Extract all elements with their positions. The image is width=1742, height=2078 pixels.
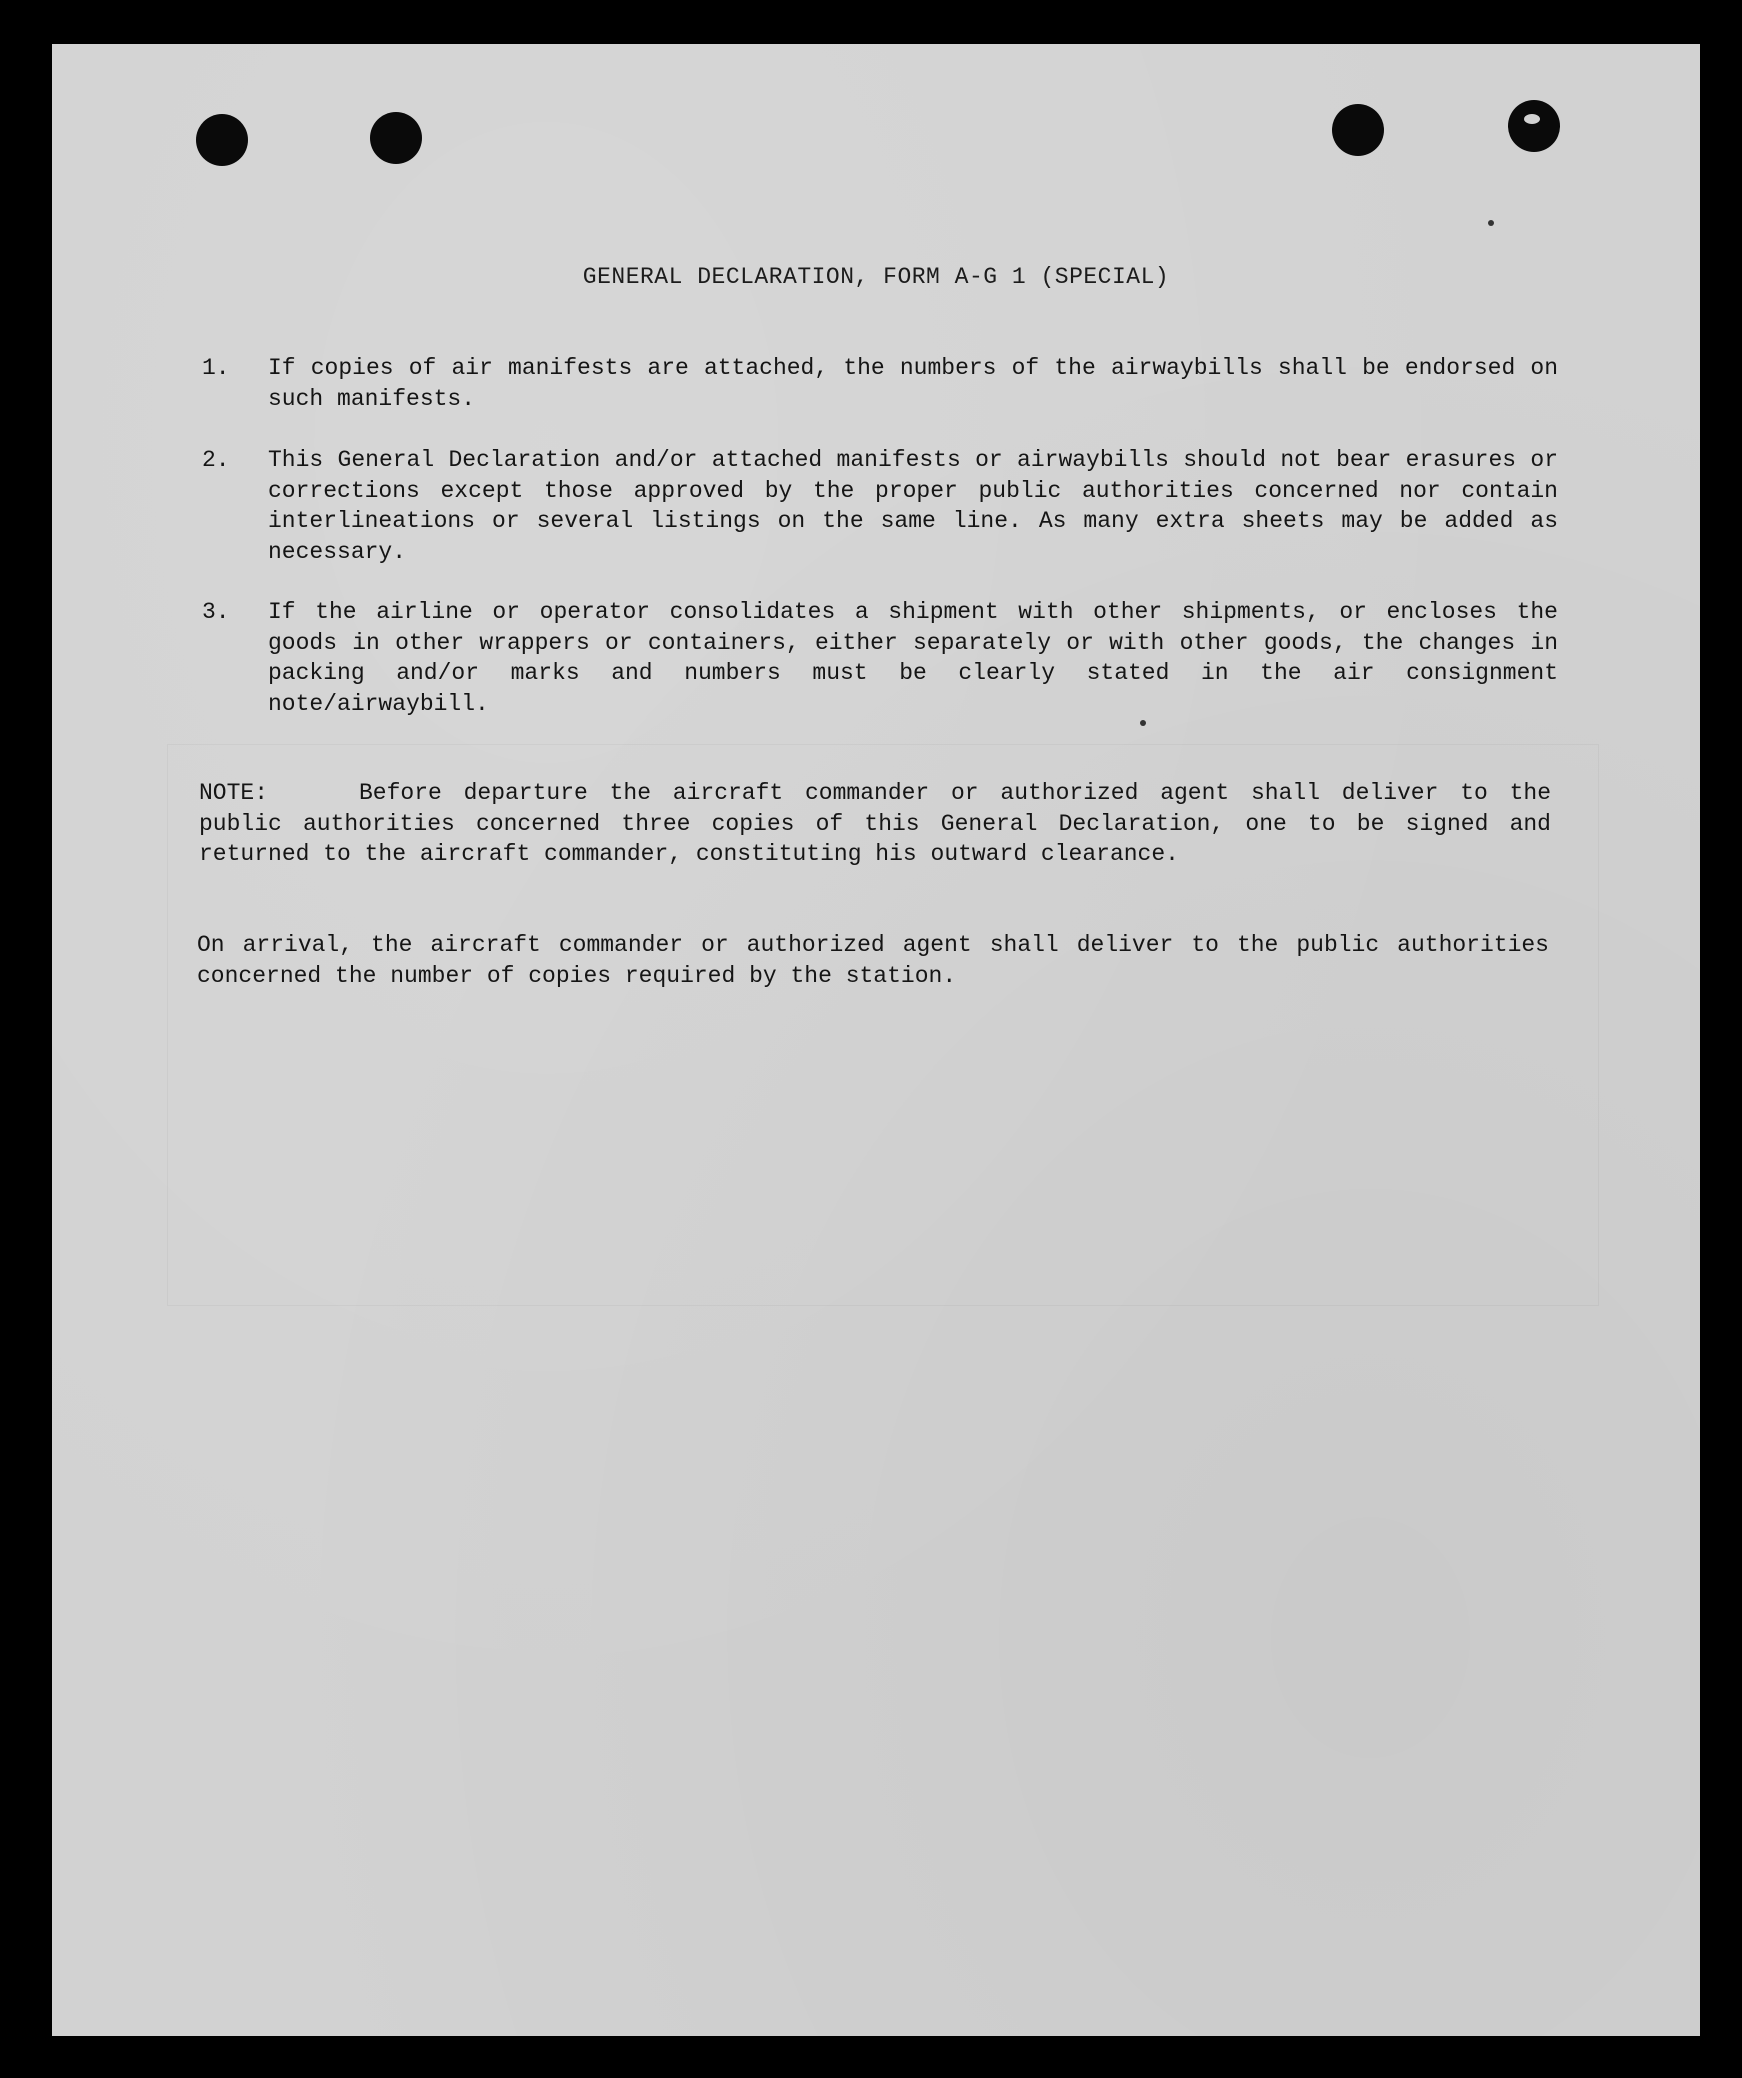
- arrival-paragraph: On arrival, the aircraft commander or authorized agent shall deliver to the public authorities concerned the number of copies required by the station.: [197, 932, 1549, 989]
- note-paragraph: [199, 778, 1551, 870]
- item-text: If copies of air manifests are attached, the numbers of the airwaybills shall be endorsed on such manifests.: [268, 355, 1558, 412]
- item-text: If the airline or operator consolidates a shipment with other shipments, or encloses the goods in other wrappers or containers, either separately or with other goods, the changes in packing and/or marks and numbers must be clearly stated in the air consignment note/airwaybill.: [268, 599, 1558, 717]
- punch-hole: [1508, 100, 1560, 152]
- ink-speck: [1488, 220, 1494, 226]
- punch-hole: [1332, 104, 1384, 156]
- item-number: 1.: [202, 355, 230, 381]
- document-title: GENERAL DECLARATION, FORM A-G 1 (SPECIAL): [582, 264, 1170, 290]
- ink-speck: [1140, 720, 1146, 726]
- note-text: Before departure the aircraft commander or authorized agent shall deliver to the public authorities concerned three copies of this General Declaration, one to be signed and returned to the aircraft commander, constituting his outward clearance.: [199, 780, 1551, 867]
- item-number: 3.: [202, 599, 230, 625]
- instruction-item: [202, 597, 1602, 719]
- punch-hole: [370, 112, 422, 164]
- instruction-item: [202, 445, 1602, 567]
- document-page: [52, 44, 1700, 2036]
- item-text: This General Declaration and/or attached manifests or airwaybills should not bear erasures or corrections except those approved by the proper public authorities concerned nor contain interlineations or several listings on the same line. As many extra sheets may be added as necessary.: [268, 447, 1558, 565]
- note-label: NOTE:: [199, 780, 269, 806]
- instruction-item: [202, 353, 1602, 414]
- item-number: 2.: [202, 447, 230, 473]
- punch-hole: [196, 114, 248, 166]
